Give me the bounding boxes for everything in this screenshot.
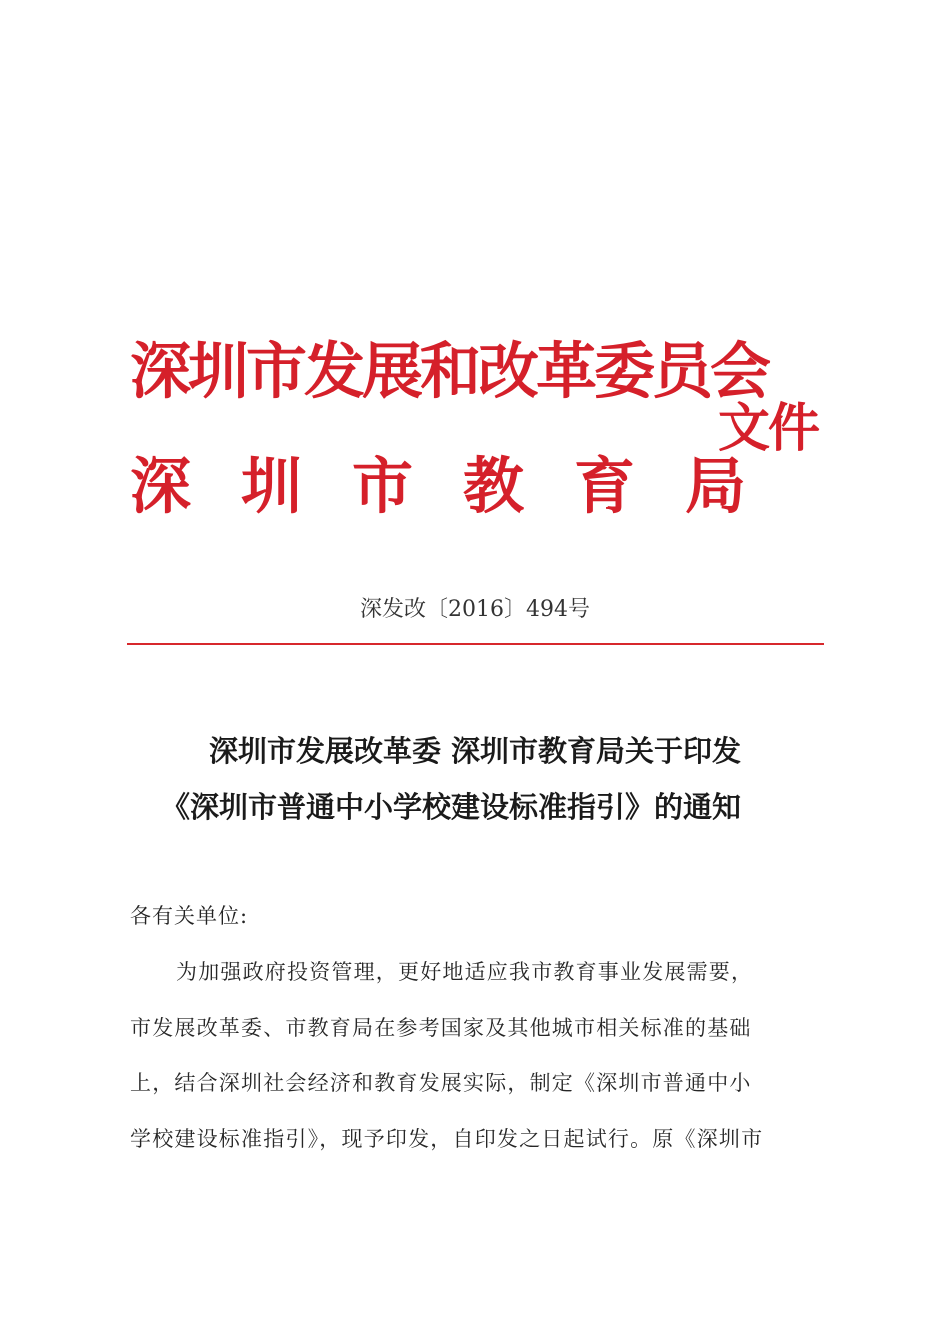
body-text-line: 为加强政府投资管理，更好地适应我市教育事业发展需要， bbox=[176, 960, 754, 984]
salutation: 各有关单位: bbox=[130, 904, 249, 928]
red-divider-line bbox=[127, 643, 824, 645]
body-text-line: 学校建设标准指引》，现予印发，自印发之日起试行。原《深圳市 bbox=[130, 1127, 764, 1151]
issuer-name-line2: 深圳市教育局 bbox=[130, 451, 797, 522]
body-text-line: 上，结合深圳社会经济和教育发展实际，制定《深圳市普通中小 bbox=[130, 1071, 752, 1095]
document-number: 深发改〔2016〕494号 bbox=[360, 597, 590, 622]
document-title-line2: 《深圳市普通中小学校建设标准指引》的通知 bbox=[160, 790, 741, 824]
issuer-name-line1: 深圳市发展和改革委员会 bbox=[130, 336, 769, 407]
body-text-line: 市发展改革委、市教育局在参考国家及其他城市相关标准的基础 bbox=[130, 1016, 752, 1040]
document-type-label: 文件 bbox=[718, 399, 819, 459]
document-title-line1: 深圳市发展改革委 深圳市教育局关于印发 bbox=[208, 734, 742, 768]
